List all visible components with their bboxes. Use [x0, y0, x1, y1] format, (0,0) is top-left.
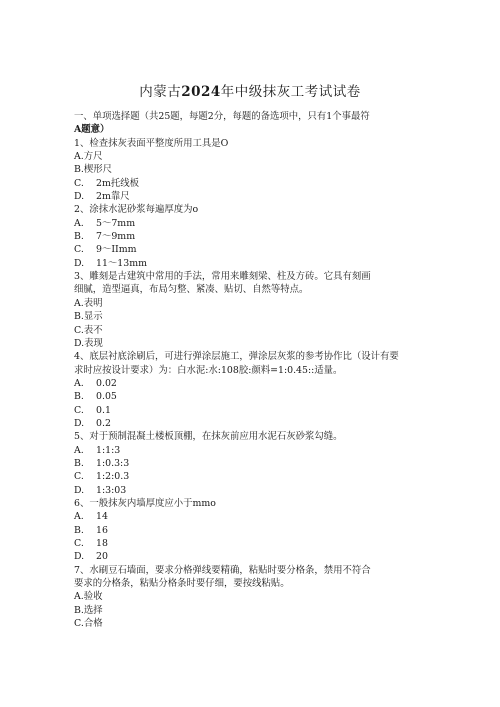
option-label: A. — [74, 511, 84, 523]
option-label: C. — [74, 538, 84, 549]
exam-body — [74, 110, 429, 630]
option-label: A. — [74, 591, 84, 603]
answer-option — [74, 390, 429, 403]
option-text: 14 — [96, 511, 108, 523]
answer-option — [74, 377, 429, 390]
option-label: B. — [74, 457, 84, 469]
option-label: B. — [74, 391, 84, 403]
option-label: B. — [74, 164, 84, 176]
option-label: D. — [74, 484, 85, 496]
question-stem: 2、涂抹水泥砂浆每遍厚度为o — [74, 204, 199, 216]
option-label: C. — [74, 618, 84, 630]
answer-option — [74, 444, 429, 457]
option-label: A. — [74, 377, 84, 389]
answer-option — [74, 163, 429, 176]
option-text: 0.05 — [96, 391, 117, 403]
question-item — [74, 203, 429, 270]
option-label: A. — [74, 217, 84, 229]
question-list — [74, 137, 429, 631]
answer-option — [74, 470, 429, 483]
option-label: C. — [74, 471, 84, 483]
option-label: C. — [74, 177, 84, 189]
option-text: 9～IImm — [96, 244, 137, 256]
question-stem: 1、检查抹灰表面平整度所用工具是O — [74, 137, 229, 149]
answer-option — [74, 510, 429, 523]
section-heading: 一、单项选择题（共25题，每题2分，每题的备选项中，只有1个事最符 — [74, 111, 370, 122]
answer-option — [74, 337, 429, 350]
title-year: 2024 — [181, 84, 221, 100]
option-label: D. — [74, 257, 85, 269]
option-text: 5～7mm — [96, 217, 136, 229]
answer-option — [74, 604, 429, 617]
option-text: 18 — [96, 538, 108, 549]
option-text: 显示 — [83, 311, 103, 323]
title-prefix: 内蒙古 — [139, 84, 182, 100]
option-label: D. — [74, 337, 85, 349]
answer-option — [74, 324, 429, 337]
question-stem: 要求的分格条，粘贴分格条时要仔细，要按线粘贴。 — [74, 578, 290, 590]
answer-option — [74, 550, 429, 563]
option-text: 方尺 — [83, 151, 103, 163]
option-label: A. — [74, 297, 84, 309]
option-text: 7～9mm — [96, 231, 136, 243]
option-text: 0.02 — [96, 377, 117, 389]
option-text: 0.2 — [96, 417, 111, 429]
option-label: B. — [74, 604, 84, 616]
question-item — [74, 270, 429, 350]
option-text: 1:0.3:3 — [96, 457, 130, 469]
option-label: C. — [74, 324, 84, 336]
option-text: 0.1 — [96, 404, 111, 416]
option-label: A. — [74, 151, 84, 163]
option-text: 1:1:3 — [96, 444, 121, 456]
answer-option — [74, 217, 429, 230]
answer-option — [74, 417, 429, 430]
option-text: 20 — [96, 551, 108, 563]
question-item — [74, 430, 429, 497]
option-text: 表明 — [83, 297, 103, 309]
answer-option — [74, 297, 429, 310]
option-label: A. — [74, 444, 84, 456]
answer-option — [74, 257, 429, 270]
answer-option — [74, 230, 429, 243]
option-label: D. — [74, 191, 85, 203]
option-text: 表现 — [84, 337, 103, 349]
answer-option — [74, 243, 429, 256]
question-stem: 3、雕刻是古建筑中常用的手法，常用来雕刻梁、柱及方砖。它具有刻画 — [74, 271, 371, 283]
option-text: 表不 — [83, 324, 103, 336]
answer-option — [74, 537, 429, 550]
option-text: 选择 — [83, 604, 103, 616]
option-text: 16 — [96, 524, 108, 536]
question-stem: 7、水刷豆石墙面，要求分格弹线要精确，粘贴时要分格条，禁用不符合 — [74, 564, 371, 576]
option-text: 1:3:03 — [96, 484, 127, 496]
answer-option — [74, 457, 429, 470]
answer-option — [74, 150, 429, 163]
question-stem: 5、对于预制混凝土楼板顶棚，在抹灰前应用水泥石灰砂浆勾缝。 — [74, 431, 343, 443]
answer-option — [74, 404, 429, 417]
answer-option — [74, 190, 429, 203]
option-label: B. — [74, 311, 84, 323]
section-heading-continued: A题意） — [74, 124, 110, 136]
option-label: C. — [74, 404, 84, 416]
answer-option — [74, 484, 429, 497]
question-item — [74, 564, 429, 631]
option-label: C. — [74, 244, 84, 256]
option-label: B. — [74, 231, 84, 243]
question-item — [74, 350, 429, 430]
answer-option — [74, 590, 429, 603]
question-stem: 细腻，造型逼真，布局匀整、紧凑、贴切、自然等特点。 — [74, 284, 309, 296]
option-text: 1:2:0.3 — [96, 471, 130, 483]
option-label: D. — [74, 417, 85, 429]
option-text: 11～13mm — [96, 257, 148, 269]
option-text: 合格 — [83, 618, 103, 630]
option-text: 验收 — [83, 591, 103, 603]
title-suffix: 年中级抹灰工考试试卷 — [220, 84, 361, 100]
option-label: D. — [74, 551, 85, 563]
option-text: 2m托线板 — [96, 177, 139, 189]
question-stem: 6、一般抹灰内墙厚度应小于mmo — [74, 497, 216, 509]
question-item — [74, 137, 429, 204]
question-item — [74, 497, 429, 564]
option-label: B. — [74, 524, 84, 536]
answer-option — [74, 310, 429, 323]
answer-option — [74, 524, 429, 537]
page-title — [0, 80, 500, 100]
question-stem: 4、底层衬底涂刷后，可进行弹涂层施工，弹涂层灰浆的参考协作比（设计有要 — [74, 351, 399, 363]
option-text: 楔形尺 — [83, 164, 113, 176]
question-stem: 求时应按设计要求）为：白水泥:水:108胶:颜料=1:0.45::适量。 — [74, 364, 343, 376]
answer-option — [74, 617, 429, 630]
answer-option — [74, 177, 429, 190]
option-text: 2m靠尺 — [96, 191, 130, 203]
